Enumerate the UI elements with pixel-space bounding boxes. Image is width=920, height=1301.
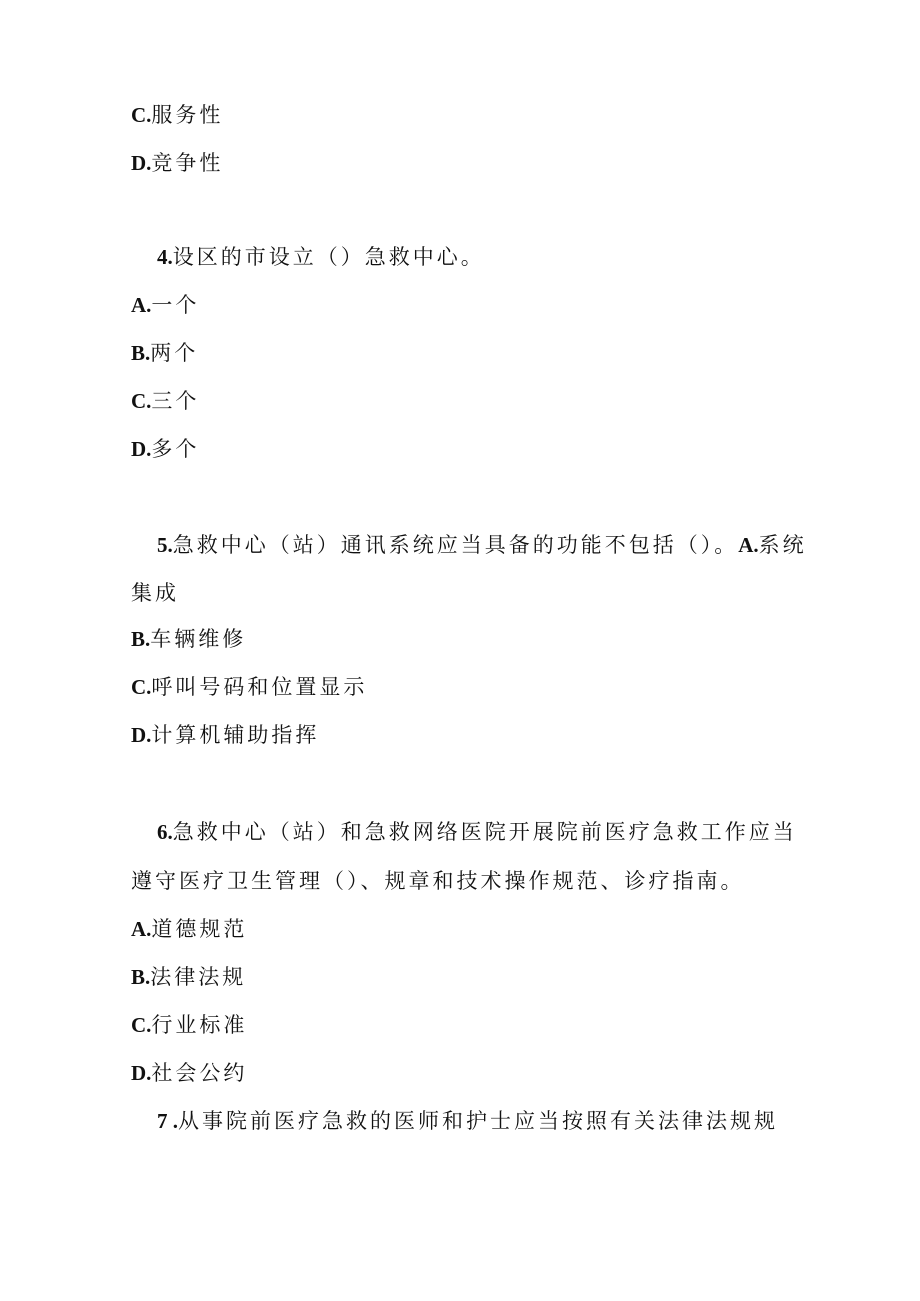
option-letter: C.	[131, 675, 152, 699]
question-text: 集成	[131, 581, 179, 605]
q4-option-d	[131, 435, 199, 463]
option-text: 竞争性	[151, 151, 224, 175]
option-text: 一个	[151, 293, 200, 317]
option-letter: C.	[131, 1013, 152, 1037]
option-text: 服务性	[151, 103, 224, 127]
option-letter: B.	[131, 341, 151, 365]
question-number: 5.	[157, 533, 173, 557]
option-letter: C.	[131, 103, 152, 127]
q5-stem	[157, 531, 807, 559]
q5-stem-continued	[131, 579, 179, 607]
option-text: 三个	[151, 389, 200, 413]
option-text: 多个	[151, 437, 200, 461]
option-text: 道德规范	[151, 917, 248, 941]
question-text: 遵守医疗卫生管理（）、规章和技术操作规范、诊疗指南。	[131, 869, 745, 893]
option-text: 行业标准	[151, 1013, 248, 1037]
option-letter: D.	[131, 723, 152, 747]
option-letter: C.	[131, 389, 152, 413]
q4-option-b	[131, 339, 198, 367]
q6-option-a	[131, 915, 247, 943]
question-number: 7 .	[157, 1109, 178, 1133]
option-letter: A.	[131, 293, 152, 317]
option-letter: A.	[131, 917, 152, 941]
option-text: 呼叫号码和位置显示	[151, 675, 368, 699]
q5-option-d	[131, 721, 319, 749]
question-number: 4.	[157, 245, 173, 269]
question-text: 急救中心（站）通讯系统应当具备的功能不包括（）。	[172, 533, 739, 557]
option-text: 系统	[758, 533, 807, 557]
q6-stem	[157, 818, 797, 846]
q3-option-c	[131, 101, 223, 129]
option-letter: A.	[738, 533, 759, 557]
option-text: 法律法规	[150, 965, 247, 989]
option-letter: D.	[131, 151, 152, 175]
q4-option-c	[131, 387, 199, 415]
option-text: 计算机辅助指挥	[151, 723, 320, 747]
q5-option-b	[131, 625, 246, 653]
q5-option-c	[131, 673, 367, 701]
option-text: 车辆维修	[150, 627, 247, 651]
q7-stem	[157, 1107, 778, 1135]
option-letter: D.	[131, 1061, 152, 1085]
q6-option-b	[131, 963, 246, 991]
q3-option-d	[131, 149, 223, 177]
question-number: 6.	[157, 820, 173, 844]
question-text: 设区的市设立（）急救中心。	[172, 245, 485, 269]
q4-stem	[157, 243, 485, 271]
q6-option-c	[131, 1011, 247, 1039]
q4-option-a	[131, 291, 199, 319]
option-letter: B.	[131, 627, 151, 651]
q6-stem-continued	[131, 867, 745, 895]
q6-option-d	[131, 1059, 247, 1087]
option-letter: B.	[131, 965, 151, 989]
option-text: 社会公约	[151, 1061, 248, 1085]
question-text: 急救中心（站）和急救网络医院开展院前医疗急救工作应当	[172, 820, 797, 844]
option-text: 两个	[150, 341, 199, 365]
question-text: 从事院前医疗急救的医师和护士应当按照有关法律法规规	[178, 1109, 778, 1133]
option-letter: D.	[131, 437, 152, 461]
